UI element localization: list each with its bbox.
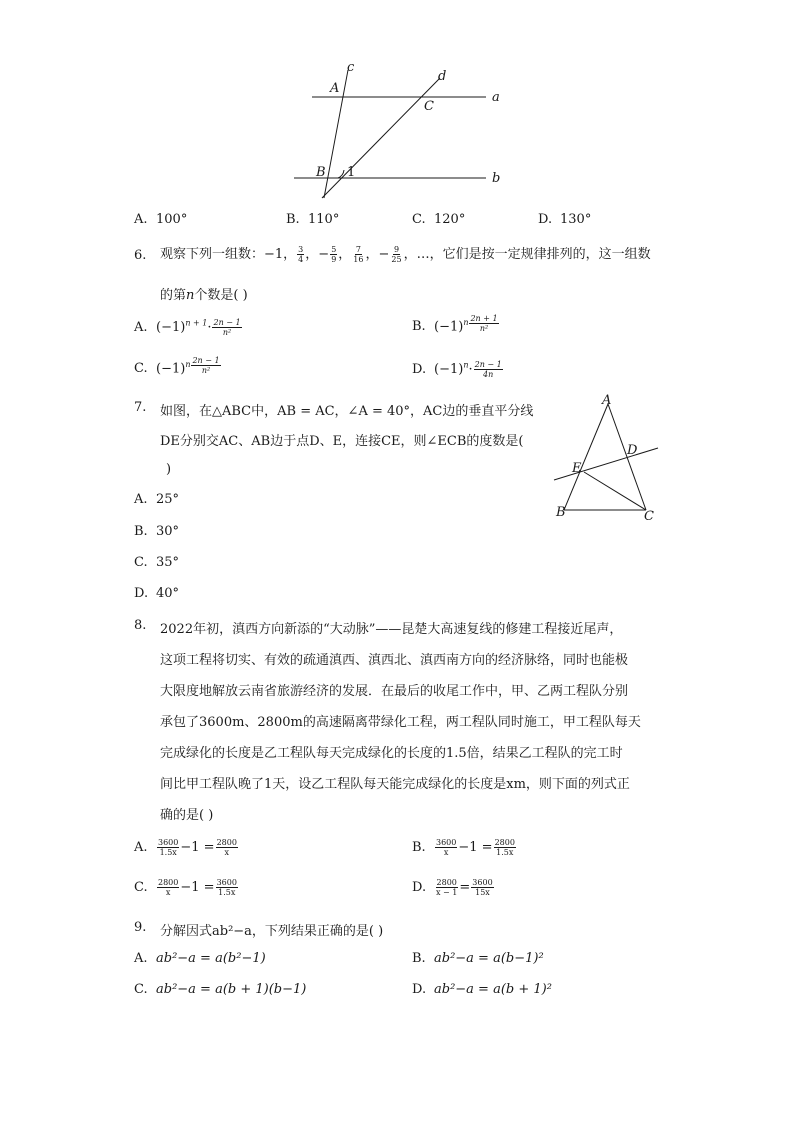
q6-option-b[interactable]: B. $(-1)^n$ $\frac{2n + 1}{\text{n²}}$ [412,314,498,335]
q8-stem-line: 完成绿化的长度是乙工程队每天完成绿化的长度的1.5倍，结果乙工程队的完工时 [160,746,623,761]
q7-option-c[interactable]: C. 35° [134,555,180,570]
q7-number: 7. [134,400,147,415]
q6-option-a[interactable]: A. $(-1)^{n + 1}\cdot$ $\frac{2n - 1}{\text{n²}}$ [134,318,241,337]
q7-option-a[interactable]: A. 25° [134,492,180,507]
label-C: C [424,99,434,114]
parallel-lines-figure [280,60,520,210]
label-B: B [556,505,566,520]
label-d: d [438,69,447,84]
q5-option-c[interactable]: C. 120° [412,212,466,227]
q6-option-d[interactable]: D. $(-1)^n\cdot$ $\frac{2n - 1}{4n}$ [412,360,502,379]
label-D: D [627,443,638,458]
q8-option-a[interactable]: A. $\frac{3600}{1.5x}$ −1 = $\frac{2800}{x}$ [134,838,237,857]
q8-stem-line: 大限度地解放云南省旅游经济的发展．在最后的收尾工作中，甲、乙两工程队分别 [160,684,629,699]
q5-option-b[interactable]: B. 110° [286,212,340,227]
label-c: c [347,60,355,75]
q7-option-b[interactable]: B. 30° [134,524,180,539]
q7-option-d[interactable]: D. 40° [134,586,180,601]
label-b: b [492,171,501,186]
q9-stem: 分解因式ab²−a，下列结果正确的是( ) [160,924,384,939]
q8-stem-line: 确的是( ) [160,808,214,823]
q6-option-c[interactable]: C. $(-1)^n$ $\frac{2n - 1}{\text{n²}}$ [134,356,220,377]
q9-option-a[interactable]: A. ab²−a = a(b²−1) [134,951,266,966]
label-A: A [602,393,612,408]
label-angle-1: 1 [347,165,356,180]
q8-option-b[interactable]: B. $\frac{3600}{x}$ −1 = $\frac{2800}{1.5x}$ [412,838,515,857]
q5-option-a[interactable]: A. 100° [134,212,188,227]
q5-option-d[interactable]: D. 130° [538,212,592,227]
side-AB [564,404,608,510]
q8-option-c[interactable]: C. $\frac{2800}{x}$ −1 = $\frac{3600}{1.5x}$ [134,878,237,897]
perpendicular-bisector-DE [554,448,658,480]
q6-number: 6. [134,248,147,263]
q6-stem-line1: 观察下列一组数：−1， $\frac{3}{4}$ ，− $\frac{5}{9}$ ， $\frac{7}{16}$ ，− $\frac{9}{25}$ ，…，它们是按一定规律排列的，这一组数 [160,245,651,264]
q7-stem-line3: ) [166,462,172,477]
line-d [322,78,440,198]
q9-option-c[interactable]: C. ab²−a = a(b + 1)(b−1) [134,982,307,997]
q7-stem-line1: 如图，在△ABC中，AB = AC，∠A = 40°，AC边的垂直平分线 [160,404,534,419]
label-C: C [644,509,654,522]
q6-stem-line2: 的第n个数是( ) [160,288,248,303]
q8-number: 8. [134,618,147,633]
q8-stem-line: 承包了3600m、2800m的高速隔离带绿化工程，两工程队同时施工，甲工程队每天 [160,715,641,730]
q8-stem-line: 2022年初，滇西方向新添的“大动脉”——昆楚大高速复线的修建工程接近尾声， [160,622,623,637]
q7-stem-line2: DE分别交AC、AB边于点D、E，连接CE，则∠ECB的度数是( [160,434,524,449]
q9-option-d[interactable]: D. ab²−a = a(b + 1)² [412,982,552,997]
q8-option-d[interactable]: D. $\frac{2800}{x - 1}$ = $\frac{3600}{15x}$ [412,878,493,897]
label-B: B [316,165,326,180]
triangle-figure [548,392,668,522]
q9-number: 9. [134,920,147,935]
q8-stem-line: 这项工程将切实、有效的疏通滇西、滇西北、滇西南方向的经济脉络，同时也能极 [160,653,629,668]
label-E: E [572,461,582,476]
q8-stem-line: 间比甲工程队晚了1天，设乙工程队每天能完成绿化的长度是xm，则下面的列式正 [160,777,630,792]
label-a: a [492,90,500,105]
q9-option-b[interactable]: B. ab²−a = a(b−1)² [412,951,544,966]
segment-CE [584,472,646,510]
label-A: A [330,81,340,96]
